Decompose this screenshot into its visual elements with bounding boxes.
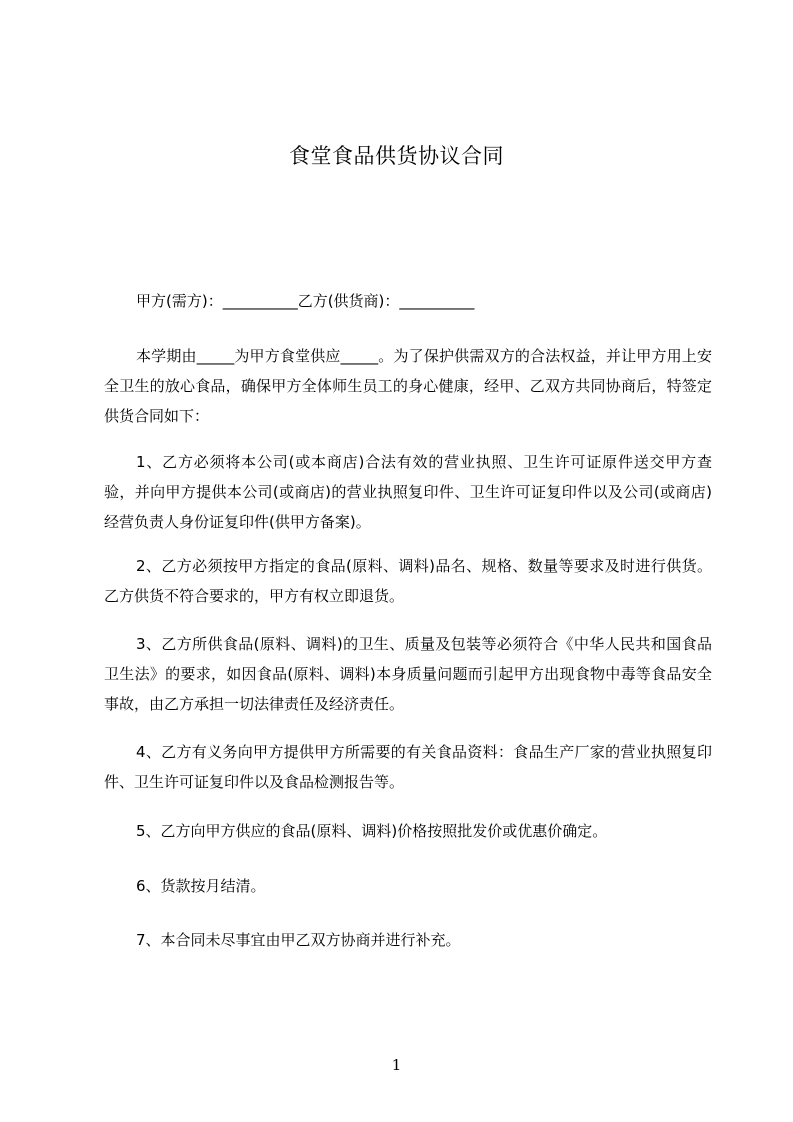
clause-6: 6、货款按月结清。 <box>136 877 266 895</box>
clause-3: 3、乙方所供食品(原料、调料)的卫生、质量及包装等必须符合《中华人民共和国食品卫生法》的要求，如因食品(原料、调料)本身质量问题而引起甲方出现食物中毒等食品安全事故，由乙方承担一切法律责任及经济责任。 <box>104 635 712 713</box>
page-number: 1 <box>391 1056 402 1074</box>
intro-paragraph: 本学期由_____为甲方食堂供应_____。为了保护供需双方的合法权益，并让甲方用上安全卫生的放心食品，确保甲方全体师生员工的身心健康，经甲、乙双方共同协商后，特签定供货合同如下： <box>104 347 712 425</box>
parties-line: 甲方(需方)：__________乙方(供货商)：__________ <box>136 292 475 310</box>
clause-4: 4、乙方有义务向甲方提供甲方所需要的有关食品资料：食品生产厂家的营业执照复印件、卫生许可证复印件以及食品检测报告等。 <box>104 743 712 791</box>
clause-5: 5、乙方向甲方供应的食品(原料、调料)价格按照批发价或优惠价确定。 <box>136 822 608 840</box>
clause-7: 7、本合同未尽事宜由甲乙双方协商并进行补充。 <box>136 931 461 949</box>
document-title: 食堂食品供货协议合同 <box>289 144 504 168</box>
clause-1: 1、乙方必须将本公司(或本商店)合法有效的营业执照、卫生许可证原件送交甲方查验，并向甲方提供本公司(或商店)的营业执照复印件、卫生许可证复印件以及公司(或商店)经营负责人身份证复印件(供甲方备案)。 <box>104 453 712 531</box>
clause-2: 2、乙方必须按甲方指定的食品(原料、调料)品名、规格、数量等要求及时进行供货。乙方供货不符合要求的，甲方有权立即退货。 <box>104 557 712 605</box>
